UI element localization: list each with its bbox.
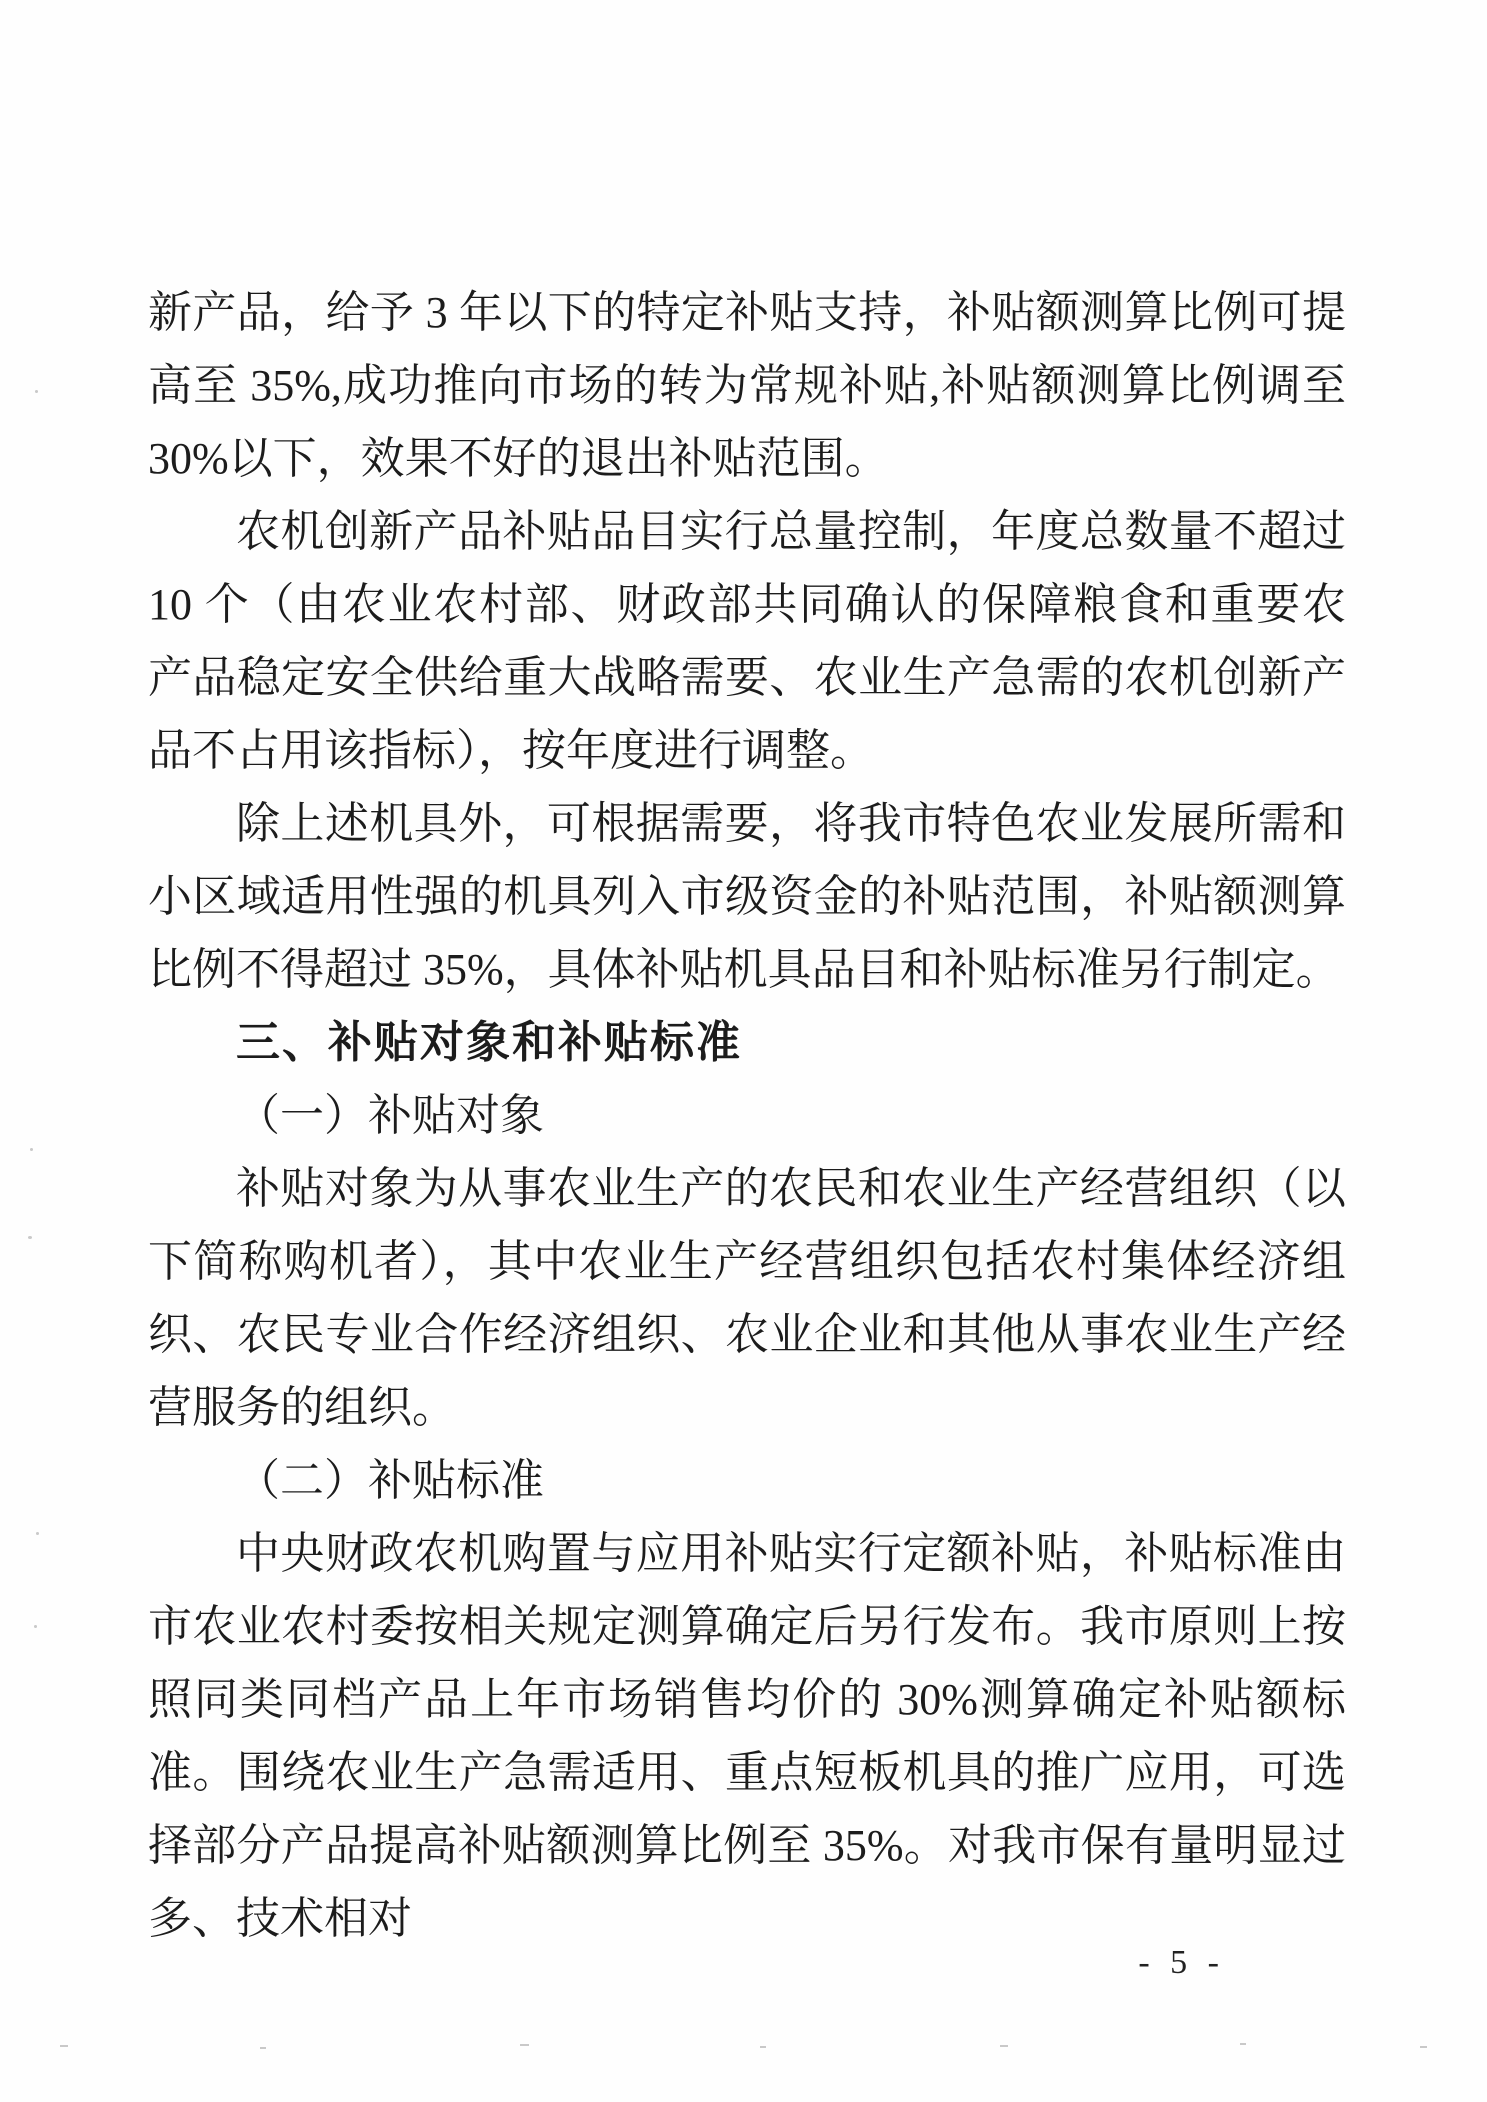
scan-speckle [60,2045,68,2047]
paragraph: 新产品，给予 3 年以下的特定补贴支持，补贴额测算比例可提高至 35%,成功推向市场的转为常规补贴,补贴额测算比例调至 30%以下，效果不好的退出补贴范围。 [148,288,1346,483]
scan-speckle [1000,2045,1008,2047]
page-number: - 5 - [1138,1944,1225,1981]
scan-speckle [1420,2046,1427,2048]
paragraph: 中央财政农机购置与应用补贴实行定额补贴，补贴标准由市农业农村委按相关规定测算确定后另行发布。我市原则上按照同类同档产品上年市场销售均价的 30%测算确定补贴额标准。围绕农业生产急需适用、重点短板机具的推广应用，可选择部分产品提高补贴额测算比例至 35%。对我市保有量明显过多、技术相对 [148,1529,1346,1943]
scan-speckle [1240,2043,1246,2045]
paragraph: 农机创新产品补贴品目实行总量控制，年度总数量不超过 10 个（由农业农村部、财政部共同确认的保障粮食和重要农产品稳定安全供给重大战略需要、农业生产急需的农机创新产品不占用该指标），按年度进行调整。 [148,507,1346,775]
document-body [148,276,1346,1955]
paragraph: 补贴对象为从事农业生产的农民和农业生产经营组织（以下简称购机者），其中农业生产经营组织包括农村集体经济组织、农民专业合作经济组织、农业企业和其他从事农业生产经营服务的组织。 [148,1164,1346,1432]
paragraph: 除上述机具外，可根据需要，将我市特色农业发展所需和小区域适用性强的机具列入市级资金的补贴范围，补贴额测算比例不得超过 35%，具体补贴机具品目和补贴标准另行制定。 [148,799,1346,994]
sub-heading: （二）补贴标准 [236,1456,544,1505]
section-heading: 三、补贴对象和补贴标准 [236,1018,742,1067]
scan-speckle [760,2046,766,2048]
scan-speckle [520,2044,529,2046]
scan-speckle [35,390,38,393]
scan-speckle [36,1532,39,1535]
scan-speckle [30,1148,33,1151]
scan-speckle [34,1625,37,1628]
scan-speckle [28,1236,32,1239]
sub-heading: （一）补贴对象 [236,1091,544,1140]
scan-speckle [260,2047,266,2049]
